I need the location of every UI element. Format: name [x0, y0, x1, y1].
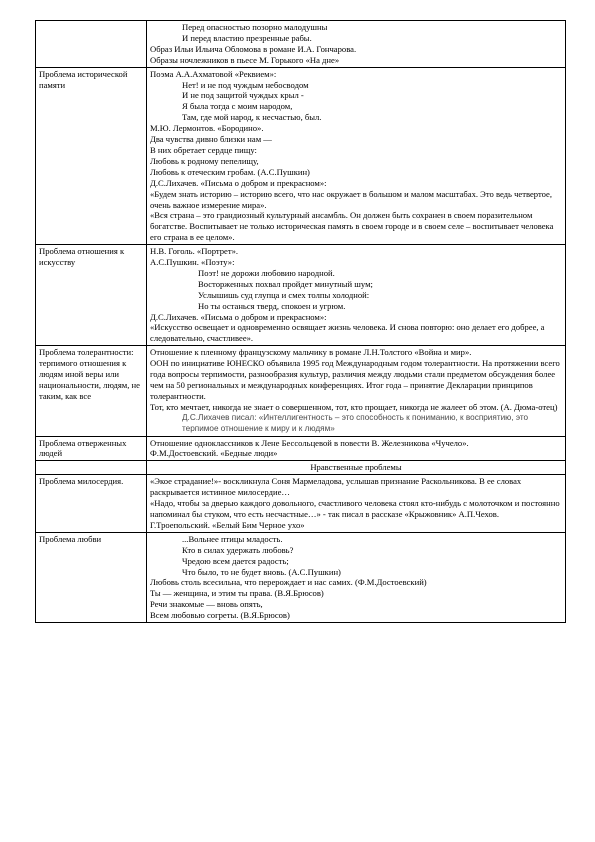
argument-line: Там, где мой народ, к несчастью, был.: [182, 112, 322, 123]
argument-line: Образы ночлежников в пьесе М. Горького «На дне»: [150, 54, 340, 65]
problem-arguments: [147, 346, 566, 436]
argument-line: Любовь к отеческим гробам. (А.С.Пушкин): [150, 166, 310, 177]
argument-line: «Экое страдание!»- воскликнула Соня Мармеладова, услышав признание Раскольникова. В ее словах раскрывается истинное милосердие…: [150, 476, 522, 498]
problems-table: [35, 20, 566, 623]
argument-line: А.С.Пушкин. «Поэту»:: [150, 257, 235, 268]
argument-line: ООН по инициативе ЮНЕСКО объявила 1995 год Международным годом толерантности. На протяжении всего года вопросы терпимости, разнообразия культур, различия между людьми стали предметом обсуждения более чем на 50 региональных и международных конференциях. Итог года – принятие Декларации принципов толерантности.: [150, 358, 560, 401]
argument-line: Отношение к пленному французскому мальчику в романе Л.Н.Толстого «Война и мир».: [150, 347, 472, 358]
argument-line: «Надо, чтобы за дверью каждого довольного, счастливого человека стоял кто-нибудь с молоточком и постоянно напоминал бы стуком, что есть несчастные…» - так писал в рассказе «Крыжовник» А.П.Чехов.: [150, 498, 560, 519]
argument-line: Я была тогда с моим народом,: [182, 101, 293, 112]
argument-line: Отношение одноклассников к Лене Бессольцевой в повести В. Железникова «Чучело».: [150, 437, 469, 448]
argument-line: Услышишь суд глупца и смех толпы холодной:: [198, 289, 370, 300]
argument-line: Восторженных похвал пройдет минутный шум;: [198, 278, 373, 289]
problem-topic: Проблема исторической памяти: [36, 67, 147, 245]
section-header-row: [36, 461, 566, 475]
argument-line: Д.С.Лихачев. «Письма о добром и прекрасном»:: [150, 177, 327, 188]
section-header-empty-cell: [36, 461, 147, 475]
argument-line: Любовь к родному пепелищу,: [150, 155, 259, 166]
argument-line: Два чувства дивно близки нам —: [150, 134, 272, 145]
argument-line: Тот, кто мечтает, никогда не знает о совершенном, тот, кто прощает, никогда не жалеет об этом. (А. Дюма-отец): [150, 401, 558, 412]
argument-line: Г.Троепольский. «Белый Бим Черное ухо»: [150, 519, 305, 530]
argument-line: В них обретает сердце пищу:: [150, 144, 257, 155]
problem-topic: Проблема милосердия.: [36, 475, 147, 533]
argument-line: И не под защитой чуждых крыл -: [182, 90, 304, 101]
table-row: [36, 532, 566, 622]
argument-line: Ты — женщина, и этим ты права. (В.Я.Брюсов): [150, 588, 324, 599]
table-row: [36, 346, 566, 436]
problem-topic: Проблема любви: [36, 532, 147, 622]
argument-line: Нет! и не под чуждым небосводом: [182, 79, 309, 90]
section-header: Нравственные проблемы: [147, 461, 566, 475]
table-row: [36, 436, 566, 461]
argument-line: Д.С.Лихачев. «Письма о добром и прекрасном»:: [150, 311, 327, 322]
argument-line: Кто в силах удержать любовь?: [182, 544, 294, 555]
problem-topic: Проблема отверженных людей: [36, 436, 147, 461]
problem-topic: Проблема толерантности: терпимого отношения к людям иной веры или национальности, людям, не таким, как все: [36, 346, 147, 436]
argument-line: Но ты останься тверд, спокоен и угрюм.: [198, 300, 346, 311]
argument-line: Речи знакомые — вновь опять,: [150, 599, 263, 610]
argument-line: «Вся страна – это грандиозный культурный ансамбль. Он должен быть сохранен в своем поразительном богатстве. Воспитывает не только историческая память в своем городе и в своем селе – воспитывает человека его страна в ее целом».: [150, 210, 554, 243]
problem-arguments: [147, 245, 566, 346]
table-row: [36, 475, 566, 533]
problem-arguments: [147, 532, 566, 622]
argument-line: Чредою всем дается радость;: [182, 555, 289, 566]
problem-topic: [36, 21, 147, 68]
argument-line: Перед опасностью позорно малодушны: [182, 22, 328, 32]
argument-line: Образ Ильи Ильича Обломова в романе И.А. Гончарова.: [150, 43, 357, 54]
argument-line: Д.С.Лихачев писал: «Интеллигентность – это способность к пониманию, к восприятию, это терпимое отношение к миру и к людям»: [182, 412, 529, 433]
argument-line: Всем любовью согреты. (В.Я.Брюсов): [150, 610, 290, 621]
argument-line: Н.В. Гоголь. «Портрет».: [150, 246, 239, 257]
problem-arguments: [147, 21, 566, 68]
argument-line: Любовь столь всесильна, что перерождает и нас самих. (Ф.М.Достоевский): [150, 577, 427, 588]
document-page: [35, 20, 566, 623]
problem-arguments: [147, 436, 566, 461]
argument-line: М.Ю. Лермонтов. «Бородино».: [150, 123, 264, 134]
argument-line: Поэма А.А.Ахматовой «Реквием»:: [150, 68, 277, 79]
problem-topic: Проблема отношения к искусству: [36, 245, 147, 346]
table-body: [36, 21, 566, 623]
argument-line: «Искусство освещает и одновременно освящает жизнь человека. И снова повторю: оно делает его добрее, а следовательно, счастливее».: [150, 322, 545, 344]
argument-line: И перед властию презренные рабы.: [182, 32, 312, 43]
table-row: [36, 245, 566, 346]
argument-line: «Будем знать историю – историю всего, что нас окружает в большом и малом масштабах. Это ведь четвертое, очень важное измерение мира».: [150, 188, 552, 210]
table-row: [36, 67, 566, 245]
argument-line: ...Вольнее птицы младость.: [182, 533, 283, 544]
problem-arguments: [147, 475, 566, 533]
table-row: [36, 21, 566, 68]
argument-line: Поэт! не дорожи любовию народной.: [198, 267, 335, 278]
problem-arguments: [147, 67, 566, 245]
argument-line: Что было, то не будет вновь. (А.С.Пушкин): [182, 566, 341, 577]
argument-line: Ф.М.Достоевский. «Бедные люди»: [150, 448, 278, 459]
